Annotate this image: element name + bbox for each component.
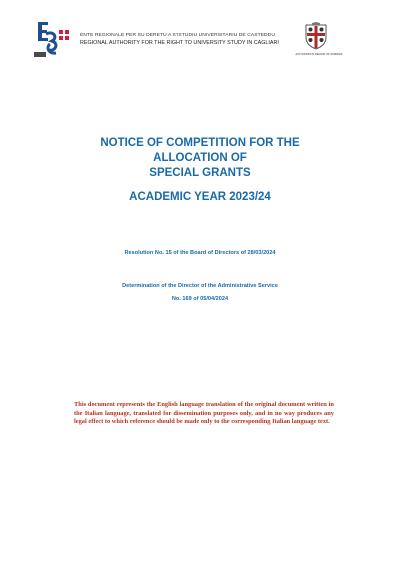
crest-caption: AUTONOMOUS REGION OF SARDINIA [295,53,343,56]
title-line-1: NOTICE OF COMPETITION FOR THE [100,137,300,149]
header-line-sardinian: ENTE REGIONALE PER SU DERETU A S'ISTUDIU UNIVERSITARIU DE CASTEDDU [80,33,275,38]
determination-line-1: Determination of the Director of the Administrative Service [122,283,278,289]
ersu-logo-icon [32,20,72,60]
determination-line-2: No. 169 of 05/04/2024 [171,296,229,302]
title-line-3: SPECIAL GRANTS [149,167,251,179]
header-organization [80,33,300,46]
translation-disclaimer: This document represents the English language translation of the original document written in the Italian language, translated for dissemination purposes only, and in no way produces any legal effect to which reference should be made only to the corresponding Italian language text. [74,401,334,426]
resolution-reference: Resolution No. 15 of the Board of Directors of 28/03/2024 [124,250,276,256]
title-line-2: ALLOCATION OF [153,152,247,164]
header-line-english: REGIONAL AUTHORITY FOR THE RIGHT TO UNIVERSITY STUDY IN CAGLIARI [80,40,279,46]
sardinia-crest-icon [303,22,329,50]
academic-year: ACADEMIC YEAR 2023/24 [129,191,271,203]
determination-reference [60,280,340,306]
document-title [60,136,340,181]
